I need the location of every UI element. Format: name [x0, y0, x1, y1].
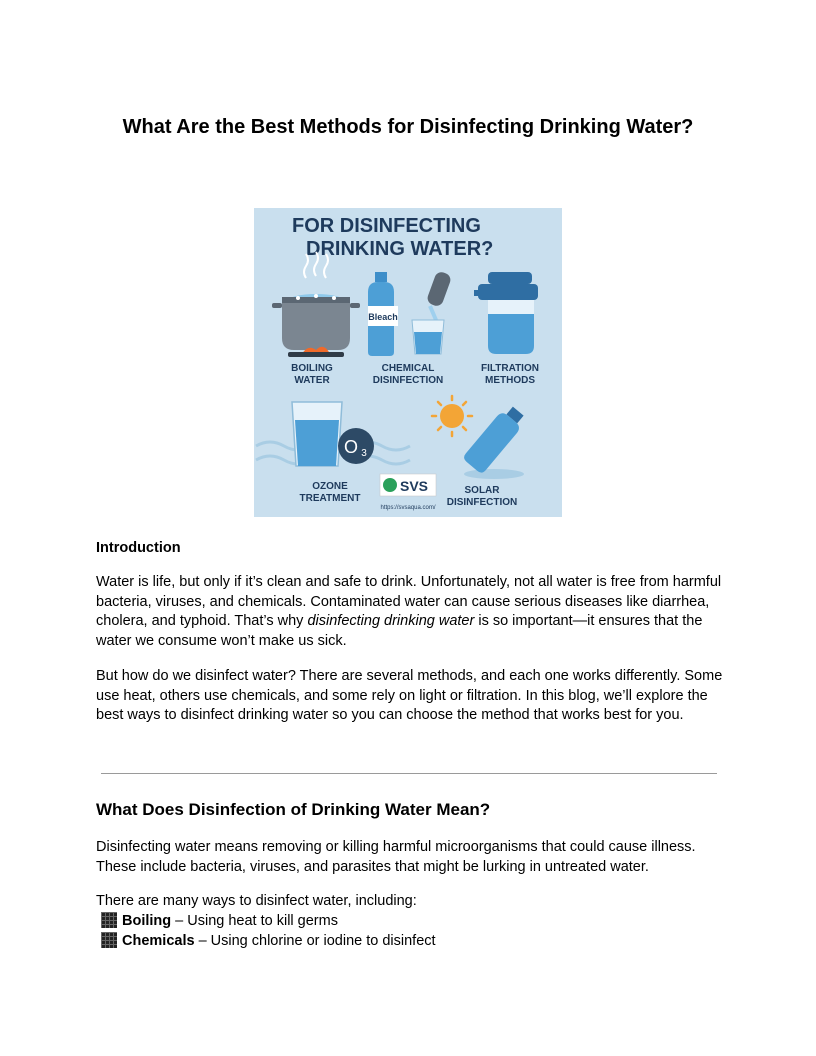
list-item-term: Boiling: [122, 913, 172, 929]
ozone-symbol: O: [343, 437, 359, 457]
method-boiling-line1: BOILING: [291, 363, 333, 374]
bleach-label: Bleach: [368, 312, 398, 322]
page-title: What Are the Best Methods for Disinfecting Drinking Water?: [122, 116, 694, 138]
list-item: [101, 932, 436, 952]
intro-paragraph-2: But how do we disinfect water? There are several methods, and each one works differently. Some use heat, others use chemicals, and some rely on light or filtration. In this blog, we’ll explore the best ways to disinfect drinking water so you can choose the method that works best for you.: [96, 668, 723, 724]
list-item: [101, 912, 338, 932]
list-item-term: Chemicals: [122, 933, 195, 949]
svs-logo: [380, 474, 436, 496]
method-ozone-line1: OZONE: [312, 481, 348, 492]
method-filtration-line1: FILTRATION: [481, 363, 539, 374]
checkbox-square-icon: [101, 912, 117, 928]
logo-text: SVS: [399, 478, 429, 494]
list-item-desc: – Using chlorine or iodine to disinfect: [194, 933, 436, 949]
method-chemical-line1: CHEMICAL: [381, 363, 435, 374]
ozone-subscript: 3: [361, 448, 367, 459]
checkbox-square-icon: [101, 932, 117, 948]
intro-heading: Introduction: [96, 540, 181, 556]
method-ozone-line2: TREATMENT: [299, 493, 361, 504]
method-solar-line2: DISINFECTION: [446, 497, 518, 508]
infographic-image: [254, 208, 562, 517]
infographic-heading-line2: DRINKING WATER?: [306, 238, 494, 260]
infographic-heading-line1: FOR DISINFECTING: [292, 215, 481, 237]
intro-paragraph-1: [96, 573, 726, 651]
method-boiling-line2: WATER: [294, 375, 330, 386]
method-chemical-line2: DISINFECTION: [372, 375, 444, 386]
method-solar-line1: SOLAR: [464, 485, 500, 496]
section-divider: [101, 773, 717, 774]
intro-p1-text-start: Water is life, but only if it’s clean and safe to drink. Unfortunately, not all water is free from harmful bacteria, viruses, and chemicals. Contaminated water can cause serious diseases like diarrhea, cholera, and typhoid. That’s why: [96, 574, 722, 630]
section-paragraph-1: Disinfecting water means removing or killing harmful microorganisms that could cause illness. These include bacteria, viruses, and parasites that might be lurking in untreated water.: [96, 839, 696, 875]
section-heading: What Does Disinfection of Drinking Water Mean?: [96, 800, 491, 819]
svs-url: https://svsaqua.com/: [380, 505, 436, 511]
intro-p1-emphasis: disinfecting drinking water: [307, 613, 475, 630]
method-filtration-line2: METHODS: [485, 375, 535, 386]
list-item-desc: – Using heat to kill germs: [171, 913, 338, 929]
section-paragraph-2: There are many ways to disinfect water, including:: [96, 893, 417, 909]
intro-p1-text-end: is so important—it ensures that the water we consume won’t make us sick.: [96, 613, 703, 649]
